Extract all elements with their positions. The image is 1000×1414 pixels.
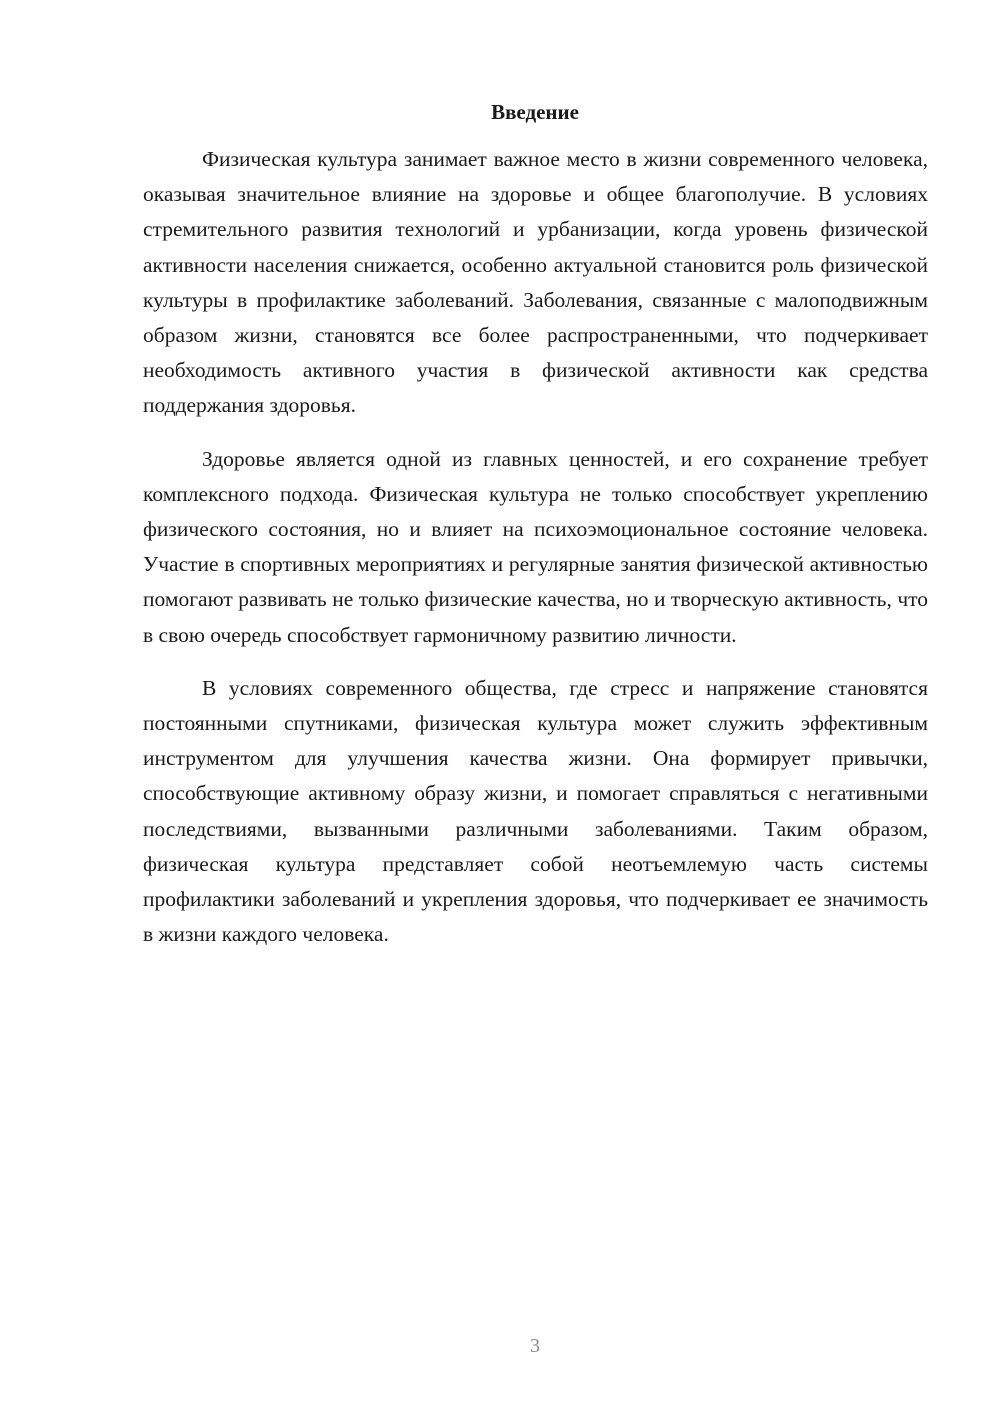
- document-body: [143, 142, 928, 952]
- paragraph-1: Физическая культура занимает важное место в жизни современного человека, оказывая значительное влияние на здоровье и общее благополучие. В условиях стремительного развития технологий и урбанизации, когда уровень физической активности населения снижается, особенно актуальной становится роль физической культуры в профилактике заболеваний. Заболевания, связанные с малоподвижным образом жизни, становятся все более распространенными, что подчеркивает необходимость активного участия в физической активности как средства поддержания здоровья.: [143, 147, 928, 418]
- paragraph-3: В условиях современного общества, где стресс и напряжение становятся постоянными спутниками, физическая культура может служить эффективным инструментом для улучшения качества жизни. Она формирует привычки, способствующие активному образу жизни, и помогает справляться с негативными последствиями, вызванными различными заболеваниями. Таким образом, физическая культура представляет собой неотъемлемую часть системы профилактики заболеваний и укрепления здоровья, что подчеркивает ее значимость в жизни каждого человека.: [143, 675, 928, 947]
- page-number: 3: [530, 1335, 540, 1357]
- paragraph-2: Здоровье является одной из главных ценностей, и его сохранение требует комплексного подхода. Физическая культура не только способствует укреплению физического состояния, но и влияет на психоэмоциональное состояние человека. Участие в спортивных мероприятиях и регулярные занятия физической активностью помогают развивать не только физические качества, но и творческую активность, что в свою очередь способствует гармоничному развитию личности.: [143, 446, 928, 647]
- page-title: Введение: [491, 100, 579, 124]
